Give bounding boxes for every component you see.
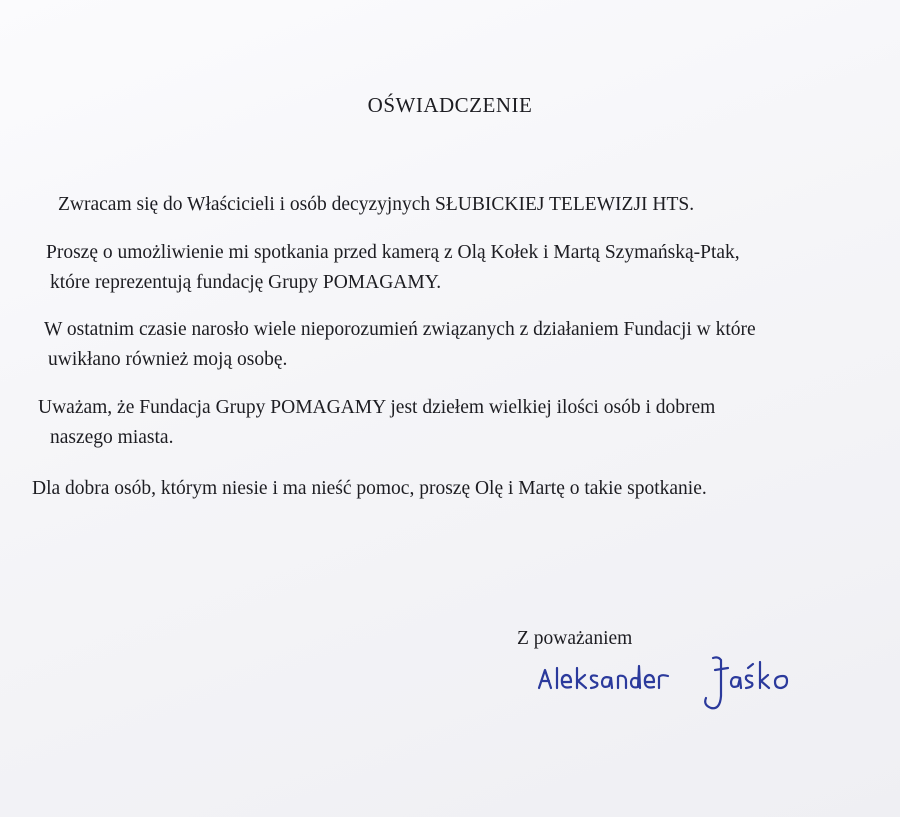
document-title: OŚWIADCZENIE bbox=[367, 93, 533, 117]
paragraph-line: uwikłano również moją osobę. bbox=[48, 349, 288, 370]
handwritten-signature bbox=[535, 648, 805, 728]
paragraph-line: Zwracam się do Właścicieli i osób decyzyjnych SŁUBICKIEJ TELEWIZJI HTS. bbox=[58, 194, 695, 215]
paragraph-opinion bbox=[38, 393, 715, 453]
paragraph-line: Uważam, że Fundacja Grupy POMAGAMY jest dziełem wielkiej ilości osób i dobrem bbox=[38, 397, 716, 418]
paragraph-line: Proszę o umożliwienie mi spotkania przed kamerą z Olą Kołek i Martą Szymańską-Ptak, bbox=[46, 242, 740, 263]
closing-salutation: Z poważaniem bbox=[517, 628, 633, 649]
paragraph-line: W ostatnim czasie narosło wiele nieporozumień związanych z działaniem Fundacji w które bbox=[44, 319, 756, 340]
paragraph-request bbox=[46, 238, 740, 298]
paragraph-reason bbox=[44, 315, 756, 375]
paragraph-plea bbox=[32, 474, 707, 504]
paragraph-addressee bbox=[58, 190, 694, 220]
paragraph-line: które reprezentują fundację Grupy POMAGAMY. bbox=[50, 272, 442, 293]
paragraph-line: Dla dobra osób, którym niesie i ma nieść pomoc, proszę Olę i Martę o takie spotkanie. bbox=[32, 478, 707, 499]
paragraph-line: naszego miasta. bbox=[50, 427, 174, 448]
